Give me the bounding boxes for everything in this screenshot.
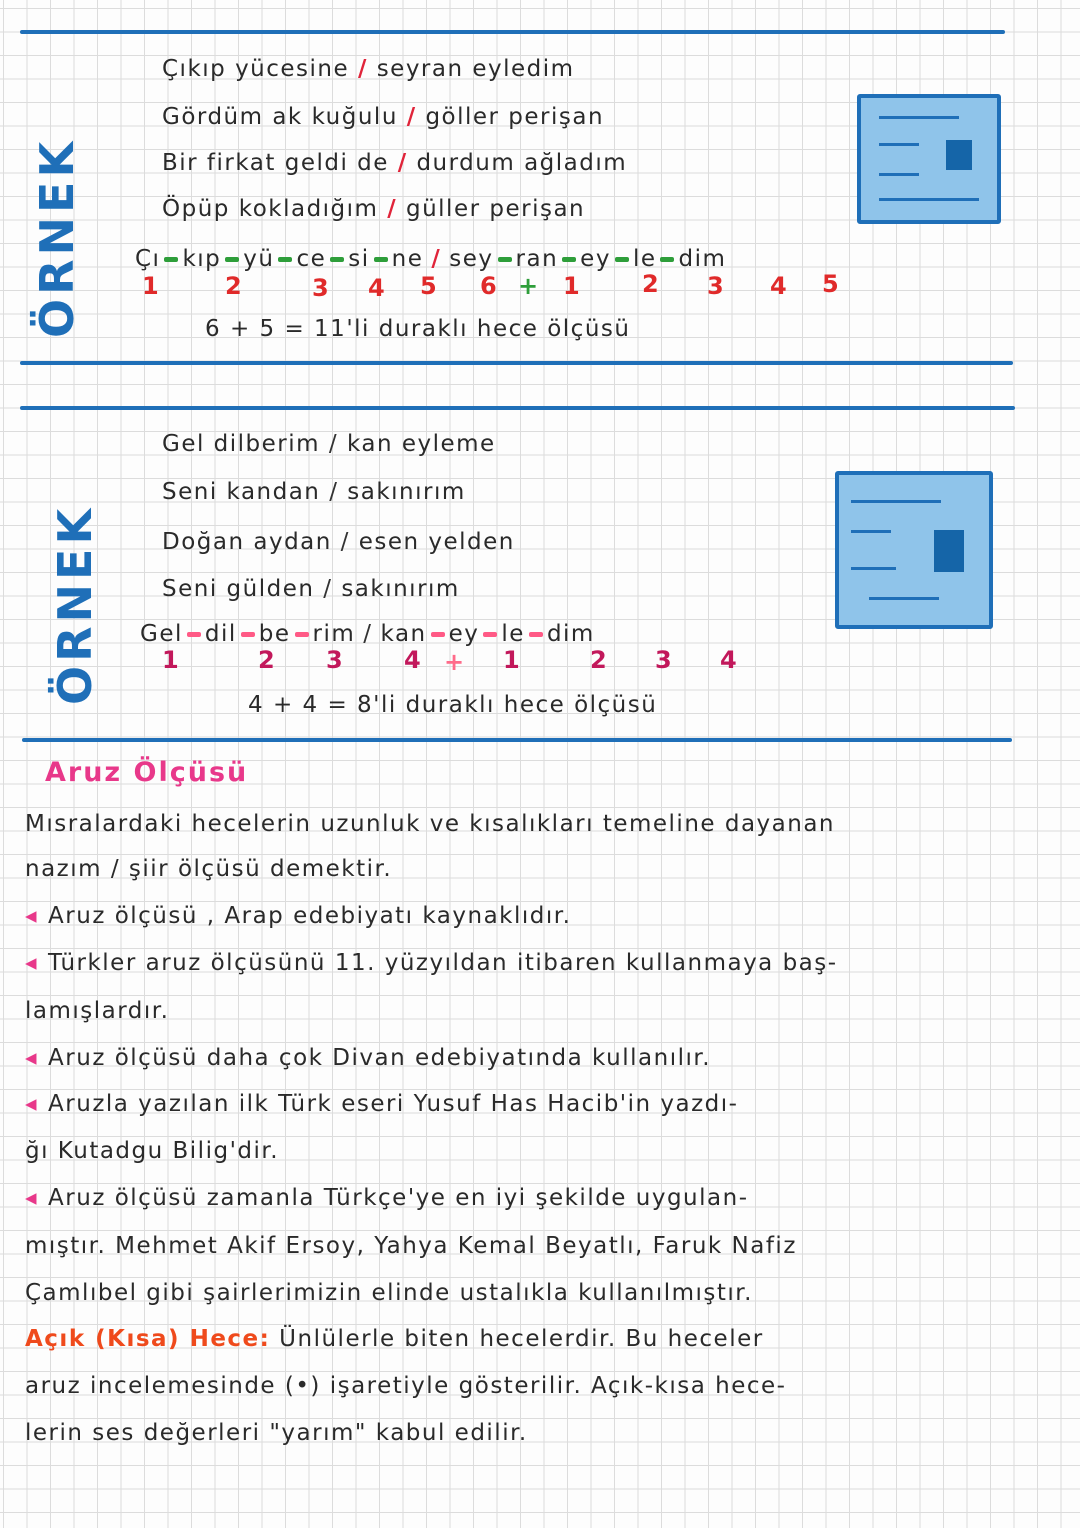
bullet-icon: ◂ [25,1185,39,1211]
syllable-separator [187,632,201,637]
syllable-number: 3 [312,274,329,302]
hemistich-a: Seni gülden [162,576,315,602]
syllable: Çı [135,246,161,272]
aruz-line-text: Çamlıbel gibi şairlerimizin elinde ustalıkla kullanılmıştır. [25,1280,753,1306]
syllable-separator [278,257,292,262]
aruz-line-text: Aruz ölçüsü , Arap edebiyatı kaynaklıdır. [48,903,572,929]
syllable-number: 2 [258,646,275,674]
poem-line [162,104,604,130]
syllable: dil [204,621,237,647]
syllable: le [632,246,657,272]
hemistich-b: sakınırım [347,479,466,505]
syllable-separator [483,632,497,637]
syllable-number: 1 [142,272,159,300]
caesura-slash: / [323,576,333,602]
syllable-number: 2 [225,272,242,300]
syllable: yü [243,246,275,272]
aruz-line [25,1185,749,1211]
aruz-line [25,903,571,929]
hemistich-a: Gel dilberim [162,431,321,457]
syllable: kıp [182,246,222,272]
syllable-number: 6 [480,272,497,300]
plus-sign: + [518,272,539,300]
syllable: ce [296,246,327,272]
hemistich-b: göller perişan [425,104,605,130]
syllable-number: 4 [404,646,421,674]
divider [22,738,1012,742]
syllable-row-1 [135,246,726,272]
caesura-slash: / [357,56,368,82]
syllable-number: 1 [503,646,520,674]
divider [20,406,1015,410]
aruz-line-text: Türkler aruz ölçüsünü 11. yüzyıldan itibaren kullanmaya baş- [48,950,838,976]
caesura-slash: / [387,196,398,222]
poem-line [162,56,575,82]
hemistich-b: güller perişan [405,196,586,222]
syllable-separator [241,632,255,637]
aruz-line [25,950,838,976]
caesura-slash: / [340,529,350,555]
divider [20,361,1013,365]
ornek-label-2: ÖRNEK [48,504,102,705]
syllable-number: 1 [563,272,580,300]
syllable: ran [515,246,559,272]
bullet-icon: ◂ [25,1091,39,1117]
formula-1: 6 + 5 = 11'li duraklı hece ölçüsü [205,316,631,342]
caesura-slash: / [329,479,339,505]
syllable-number: 5 [822,270,839,298]
syllable: si [348,246,370,272]
acik-hece-line: aruz incelemesinde (•) işaretiyle gösterilir. Açık-kısa hece- [25,1373,787,1399]
syllable-number: 4 [368,274,385,302]
syllable: ey [580,246,611,272]
syllable: dim [678,246,727,272]
aruz-line-text: ğı Kutadgu Bilig'dir. [25,1138,280,1164]
caesura-slash: / [397,150,408,176]
syllable: le [501,621,525,647]
syllable: rim [312,621,356,647]
syllable-separator [374,257,388,262]
syllable-number: 3 [326,646,343,674]
aruz-line [25,1280,753,1306]
hemistich-a: Gördüm ak kuğulu [162,104,398,130]
poem-line [162,196,585,222]
acik-hece-line: lerin ses değerleri "yarım" kabul edilir. [25,1420,528,1446]
syllable-separator [225,257,239,262]
aruz-line-text: nazım / şiir ölçüsü demektir. [25,856,393,882]
aruz-heading: Aruz Ölçüsü [45,757,249,788]
acik-hece-line [25,1326,764,1352]
syllable-separator [330,257,344,262]
picture-icon-1 [857,94,1001,224]
syllable-number: 4 [720,646,737,674]
poem-line [162,529,515,555]
aruz-line-text: Mısralardaki hecelerin uzunluk ve kısalıkları temeline dayanan [25,811,836,837]
syllable: ey [448,621,480,647]
syllable: kan [380,621,427,647]
aruz-line-text: mıştır. Mehmet Akif Ersoy, Yahya Kemal Beyatlı, Faruk Nafiz [25,1233,797,1259]
caesura-slash: / [328,431,339,457]
hemistich-a: Bir firkat geldi de [162,150,389,176]
acik-hece-heading: Açık (Kısa) Hece: [25,1326,271,1352]
aruz-line [25,811,835,837]
syllable-separator [498,257,512,262]
hemistich-b: seyran eyledim [376,56,575,82]
hemistich-a: Doğan aydan [162,529,332,555]
hemistich-a: Çıkıp yücesine [162,56,350,82]
caesura-slash: / [431,246,442,272]
plus-sign: + [444,648,465,676]
poem-line [162,479,466,505]
bullet-icon: ◂ [25,1045,39,1071]
syllable-separator [660,257,674,262]
aruz-line [25,1045,711,1071]
caesura-slash: / [406,104,417,130]
syllable: be [258,621,291,647]
aruz-line [25,1091,738,1117]
aruz-line [25,1233,797,1259]
syllable-row-2 [140,621,595,647]
syllable-separator [615,257,629,262]
syllable-separator [164,257,178,262]
aruz-line-text: Aruz ölçüsü zamanla Türkçe'ye en iyi şekilde uygulan- [48,1185,749,1211]
aruz-line-text: Aruzla yazılan ilk Türk eseri Yusuf Has Hacib'in yazdı- [48,1091,739,1117]
syllable-number: 3 [655,646,672,674]
bullet-icon: ◂ [25,950,39,976]
formula-2: 4 + 4 = 8'li duraklı hece ölçüsü [248,692,658,718]
poem-line [162,150,627,176]
syllable-number: 1 [162,646,179,674]
syllable-number: 2 [642,270,659,298]
aruz-line [25,1138,279,1164]
syllable: Gel [140,621,183,647]
syllable-separator [431,632,445,637]
syllable-number: 4 [770,272,787,300]
aruz-line-text: lamışlardır. [25,998,170,1024]
ornek-label-1: ÖRNEK [30,137,84,338]
hemistich-b: esen yelden [358,529,515,555]
hemistich-b: sakınırım [341,576,460,602]
syllable: dim [546,621,595,647]
hemistich-b: kan eyleme [346,431,496,457]
aruz-line [25,998,169,1024]
syllable-separator [529,632,543,637]
syllable: ne [391,246,424,272]
divider-top [20,30,1005,34]
poem-line [162,431,496,457]
syllable-number: 5 [420,272,437,300]
syllable-number: 3 [707,272,724,300]
hemistich-a: Öpüp kokladığım [162,196,379,222]
caesura-slash: / [363,621,373,647]
aruz-line-text: Aruz ölçüsü daha çok Divan edebiyatında kullanılır. [48,1045,712,1071]
picture-icon-2 [835,471,993,629]
poem-line [162,576,460,602]
bullet-icon: ◂ [25,903,39,929]
acik-hece-text: Ünlülerle biten hecelerdir. Bu heceler [279,1326,764,1352]
aruz-line [25,856,392,882]
syllable: sey [449,246,494,272]
syllable-separator [562,257,576,262]
syllable-number: 2 [590,646,607,674]
hemistich-b: durdum ağladım [416,150,628,176]
hemistich-a: Seni kandan [162,479,321,505]
syllable-separator [295,632,309,637]
